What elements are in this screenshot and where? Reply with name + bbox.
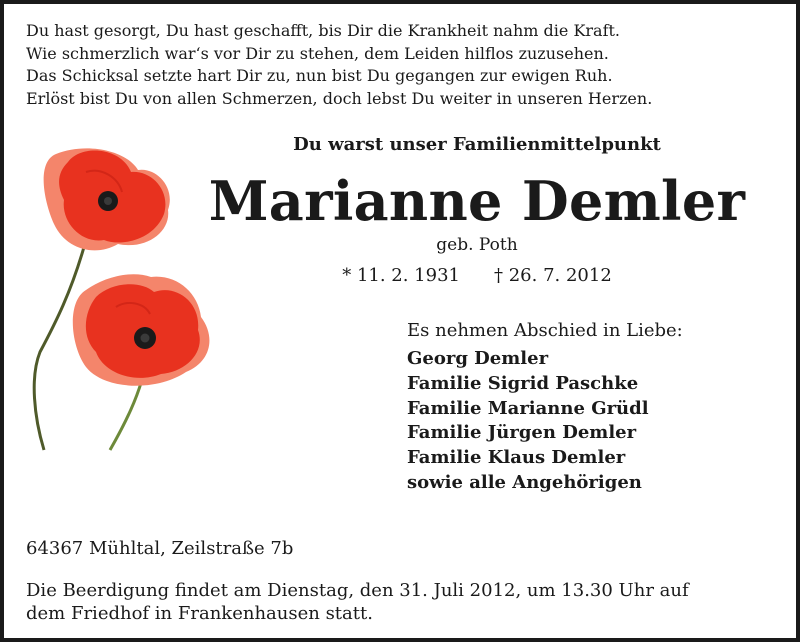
mourners-list <box>407 347 649 496</box>
maiden-name: geb. Poth <box>436 235 518 255</box>
funeral-line: Die Beerdigung findet am Dienstag, den 31. Juli 2012, um 13.30 Uhr auf <box>26 580 689 601</box>
funeral-line: dem Friedhof in Frankenhausen statt. <box>26 603 373 624</box>
poem-line: Du hast gesorgt, Du hast geschafft, bis Dir die Krankheit nahm die Kraft. <box>26 21 621 40</box>
poem-line: Wie schmerzlich war‘s vor Dir zu stehen, dem Leiden hilflos zuzusehen. <box>26 43 609 63</box>
poem-line: Das Schicksal setzte hart Dir zu, nun bist Du gegangen zur ewigen Ruh. <box>26 66 613 85</box>
motto: Du warst unser Familienmittelpunkt <box>293 134 661 155</box>
mourner: Familie Jürgen Demler <box>407 422 637 444</box>
deceased-name: Marianne Demler <box>208 169 746 233</box>
mourner: sowie alle Angehörigen <box>407 471 642 493</box>
funeral-notice <box>26 579 746 625</box>
mourner: Familie Marianne Grüdl <box>407 397 649 419</box>
life-dates <box>204 263 750 289</box>
address: 64367 Mühltal, Zeilstraße 7b <box>26 538 294 559</box>
death-date: † 26. 7. 2012 <box>494 265 612 286</box>
poppy-icon <box>26 132 226 457</box>
poem-line: Erlöst bist Du von allen Schmerzen, doch lebst Du weiter in unseren Herzen. <box>26 88 653 108</box>
mourner: Familie Klaus Demler <box>407 447 626 469</box>
farewell-intro: Es nehmen Abschied in Liebe: <box>407 320 683 341</box>
mourner: Georg Demler <box>407 348 549 369</box>
poem <box>26 20 786 110</box>
birth-date: * 11. 2. 1931 <box>342 265 460 286</box>
mourner: Familie Sigrid Paschke <box>407 372 639 394</box>
